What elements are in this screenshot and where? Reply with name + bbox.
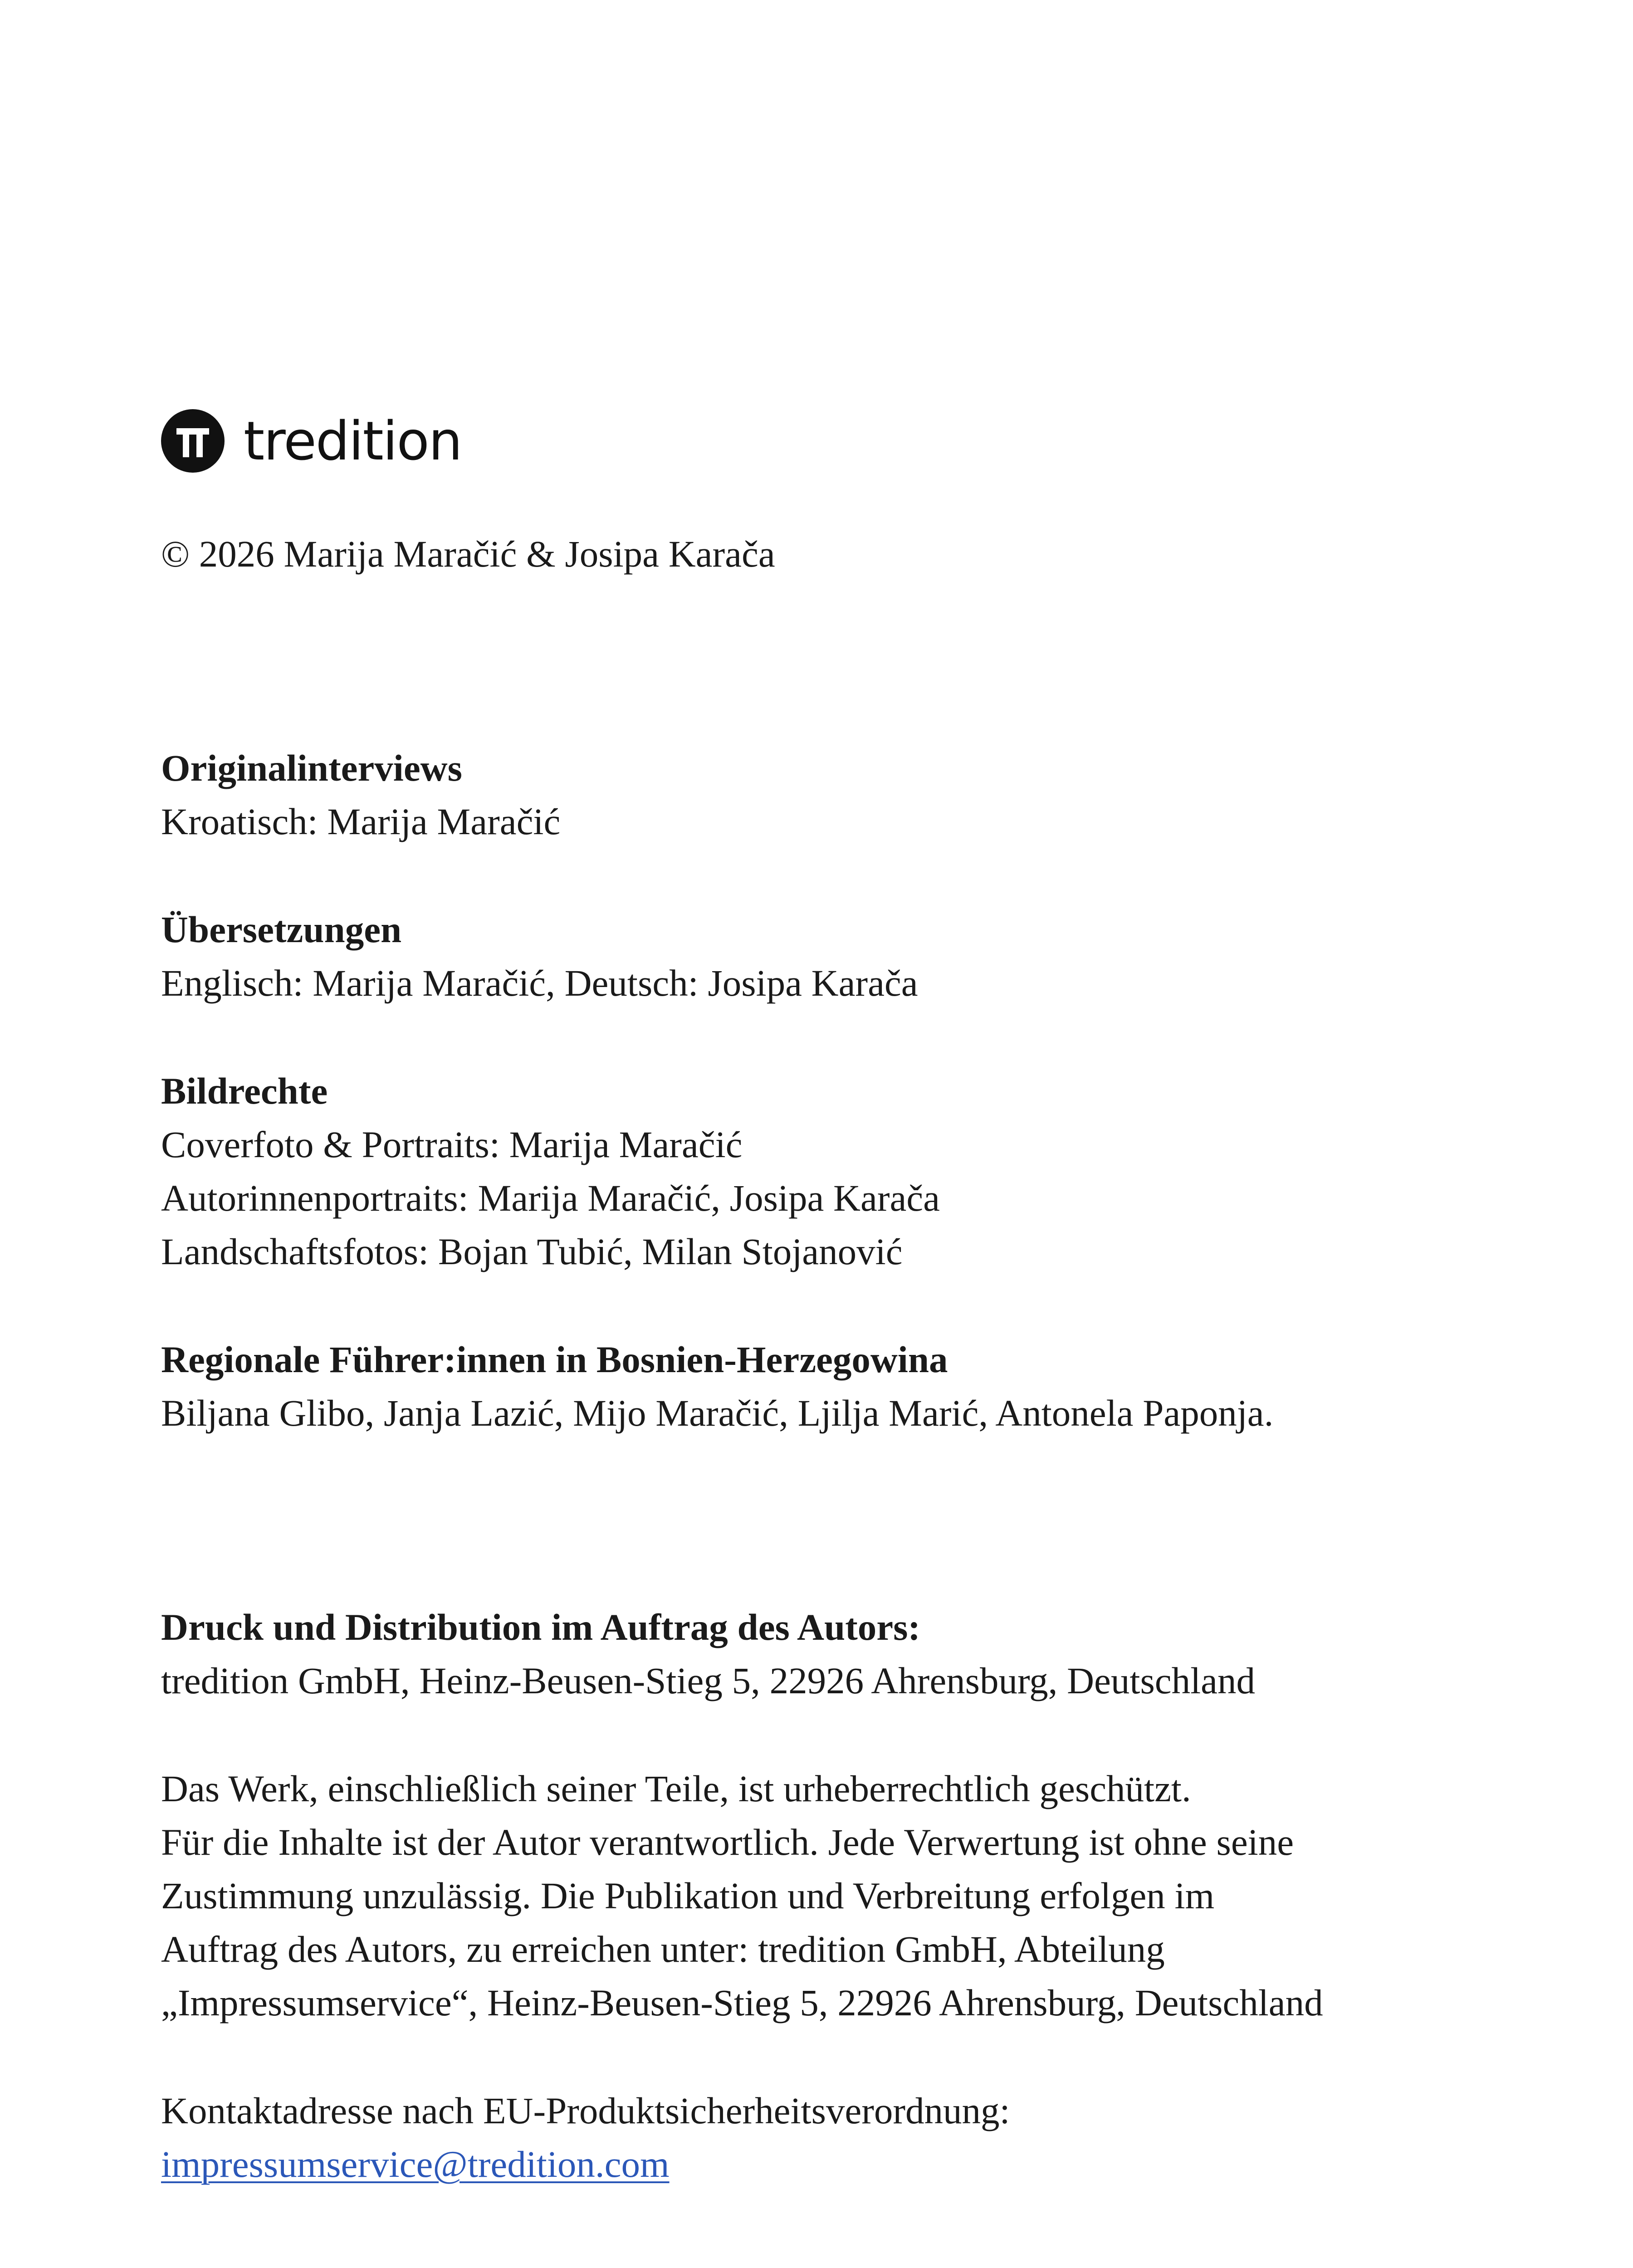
image-rights-line: Coverfoto & Portraits: Marija Maračić [161,1124,743,1165]
legal-notice-line: Auftrag des Autors, zu erreichen unter: tredition GmbH, Abteilung [161,1928,1165,1970]
guides-heading: Regionale Führer:innen in Bosnien-Herzegowina [161,1339,948,1380]
image-rights-heading: Bildrechte [161,1070,328,1112]
contact-label: Kontaktadresse nach EU-Produktsicherheitsverordnung: [161,2090,1010,2131]
printing-heading: Druck und Distribution im Auftrag des Autors: [161,1606,921,1648]
copyright-notice: © 2026 Marija Maračić & Josipa Karača [161,533,775,575]
interviews-heading: Originalinterviews [161,747,462,789]
contact-email-link[interactable]: impressumservice@tredition.com [161,2143,670,2185]
legal-notice-line: Zustimmung unzulässig. Die Publikation und Verbreitung erfolgen im [161,1875,1215,1916]
legal-notice-line: „Impressumservice“, Heinz-Beusen-Stieg 5, 22926 Ahrensburg, Deutschland [161,1982,1323,2024]
translations-line: Englisch: Marija Maračić, Deutsch: Josipa Karača [161,962,918,1004]
tredition-logo-icon [161,409,225,473]
translations-heading: Übersetzungen [161,909,402,950]
publisher-logo [161,409,462,473]
image-rights-line: Autorinnenportraits: Marija Maračić, Josipa Karača [161,1177,940,1219]
printing-address: tredition GmbH, Heinz-Beusen-Stieg 5, 22926 Ahrensburg, Deutschland [161,1660,1255,1701]
legal-notice-line: Für die Inhalte ist der Autor verantwortlich. Jede Verwertung ist ohne seine [161,1821,1294,1863]
interviews-line: Kroatisch: Marija Maračić [161,801,561,842]
publisher-logo-text: tredition [244,410,462,472]
legal-notice-line: Das Werk, einschließlich seiner Teile, ist urheberrechtlich geschützt. [161,1768,1191,1809]
image-rights-line: Landschaftsfotos: Bojan Tubić, Milan Stojanović [161,1231,903,1272]
guides-line: Biljana Glibo, Janja Lazić, Mijo Maračić, Ljilja Marić, Antonela Paponja. [161,1392,1274,1434]
